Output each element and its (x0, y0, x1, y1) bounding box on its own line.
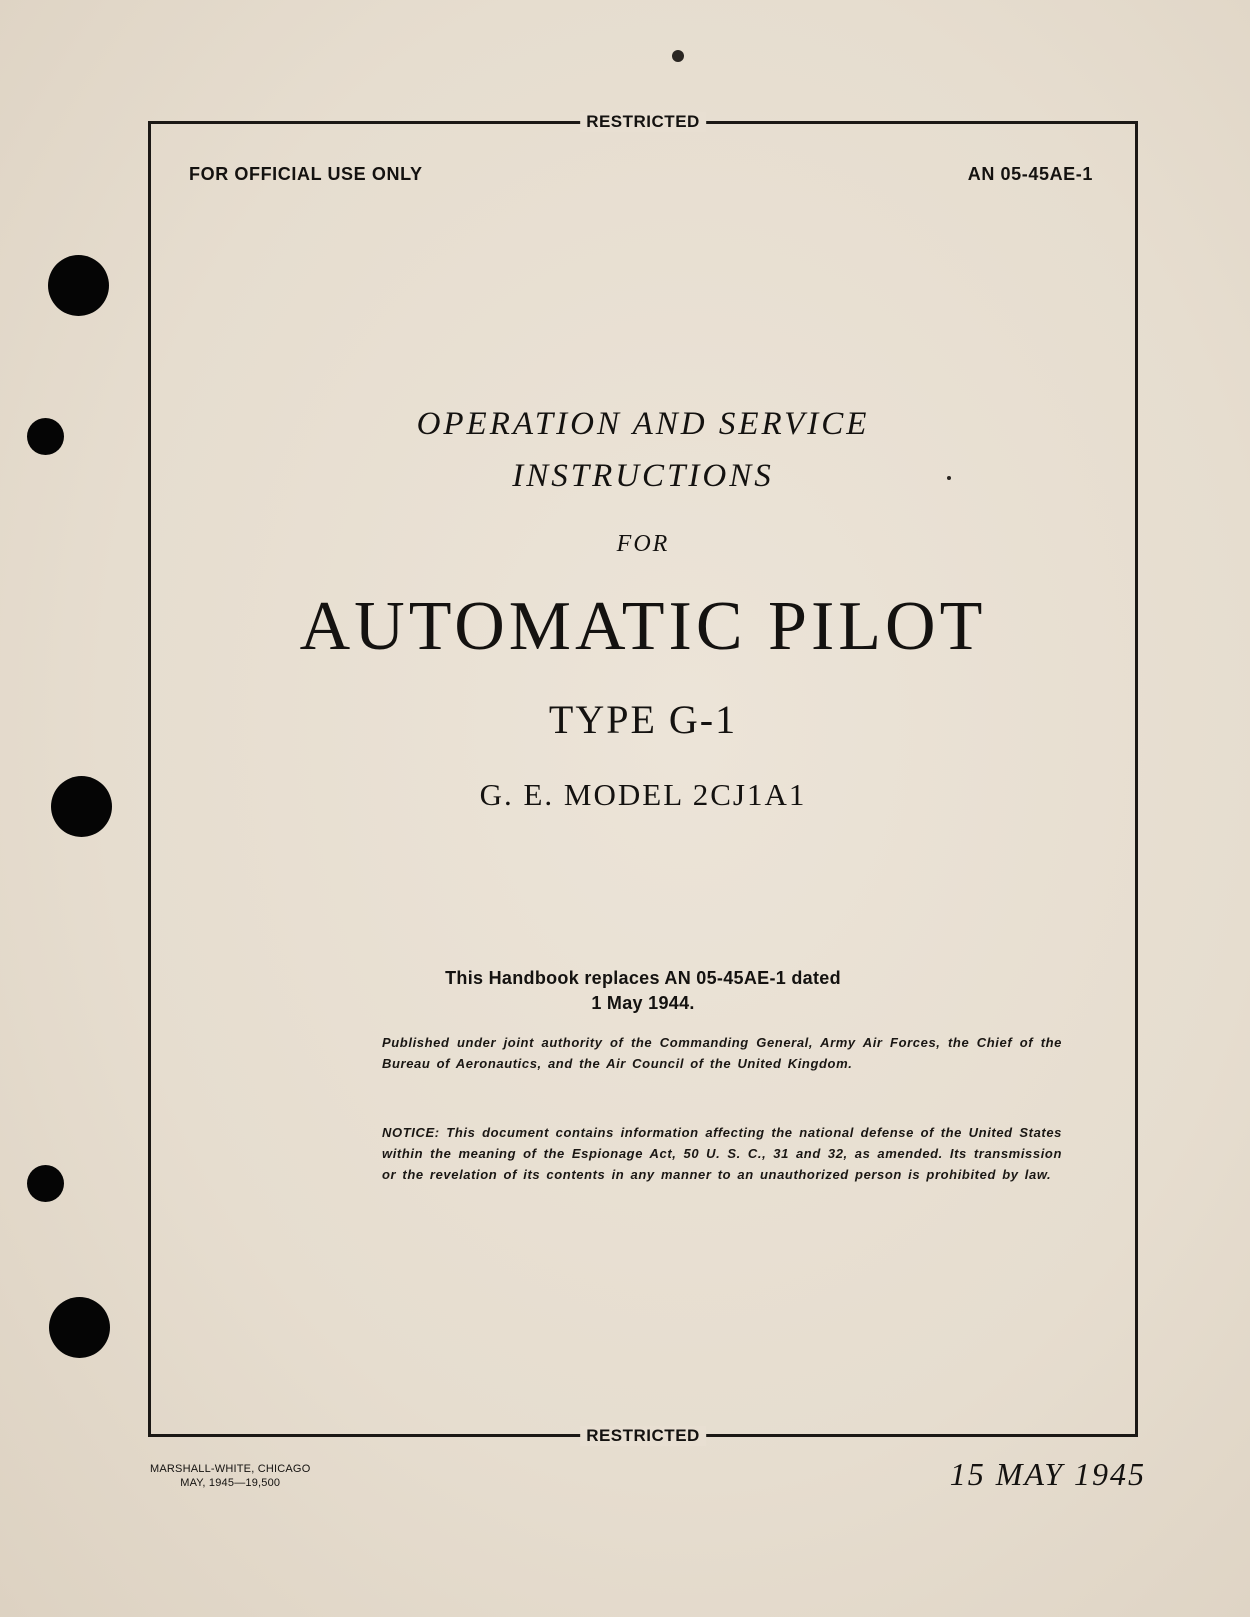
printer-name: MARSHALL-WHITE, CHICAGO (150, 1463, 311, 1475)
punch-hole (48, 255, 109, 316)
title-line-2: INSTRUCTIONS (512, 458, 774, 494)
document-number: AN 05-45AE-1 (967, 164, 1093, 184)
punch-hole (51, 776, 112, 837)
title-line-1: OPERATION AND SERVICE (416, 406, 870, 442)
type-designation: TYPE G-1 (548, 697, 738, 742)
official-use-label: FOR OFFICIAL USE ONLY (189, 164, 423, 184)
restricted-marking-bottom: RESTRICTED (580, 1426, 706, 1446)
replacement-line-2: 1 May 1944. (591, 993, 695, 1013)
replacement-notice (151, 966, 1135, 1016)
title-for: FOR (616, 531, 670, 557)
model-designation: G. E. MODEL 2CJ1A1 (479, 777, 807, 812)
main-title: AUTOMATIC PILOT (299, 588, 987, 665)
punch-hole (27, 1165, 64, 1202)
punch-hole (27, 418, 64, 455)
document-border (148, 112, 1138, 1445)
print-run: MAY, 1945—19,500 (180, 1477, 281, 1489)
restricted-marking-top: RESTRICTED (580, 112, 706, 132)
punch-hole (49, 1297, 110, 1358)
publication-authority: Published under joint authority of the Commanding General, Army Air Forces, the Chief of the Bureau of Aeronautics, and the Air Council of the United Kingdom. (382, 1035, 1062, 1071)
publication-date: 15 MAY 1945 (949, 1456, 1146, 1492)
paper-speck (672, 50, 684, 62)
printer-info (150, 1462, 310, 1490)
replacement-line-1: This Handbook replaces AN 05-45AE-1 dated (445, 968, 841, 988)
espionage-notice: NOTICE: This document contains information affecting the national defense of the United States within the meaning of the Espionage Act, 50 U. S. C., 31 and 32, as amended. Its transmission or the revelation of its contents in any manner to an unauthorized person is prohibited by law. (382, 1125, 1062, 1182)
